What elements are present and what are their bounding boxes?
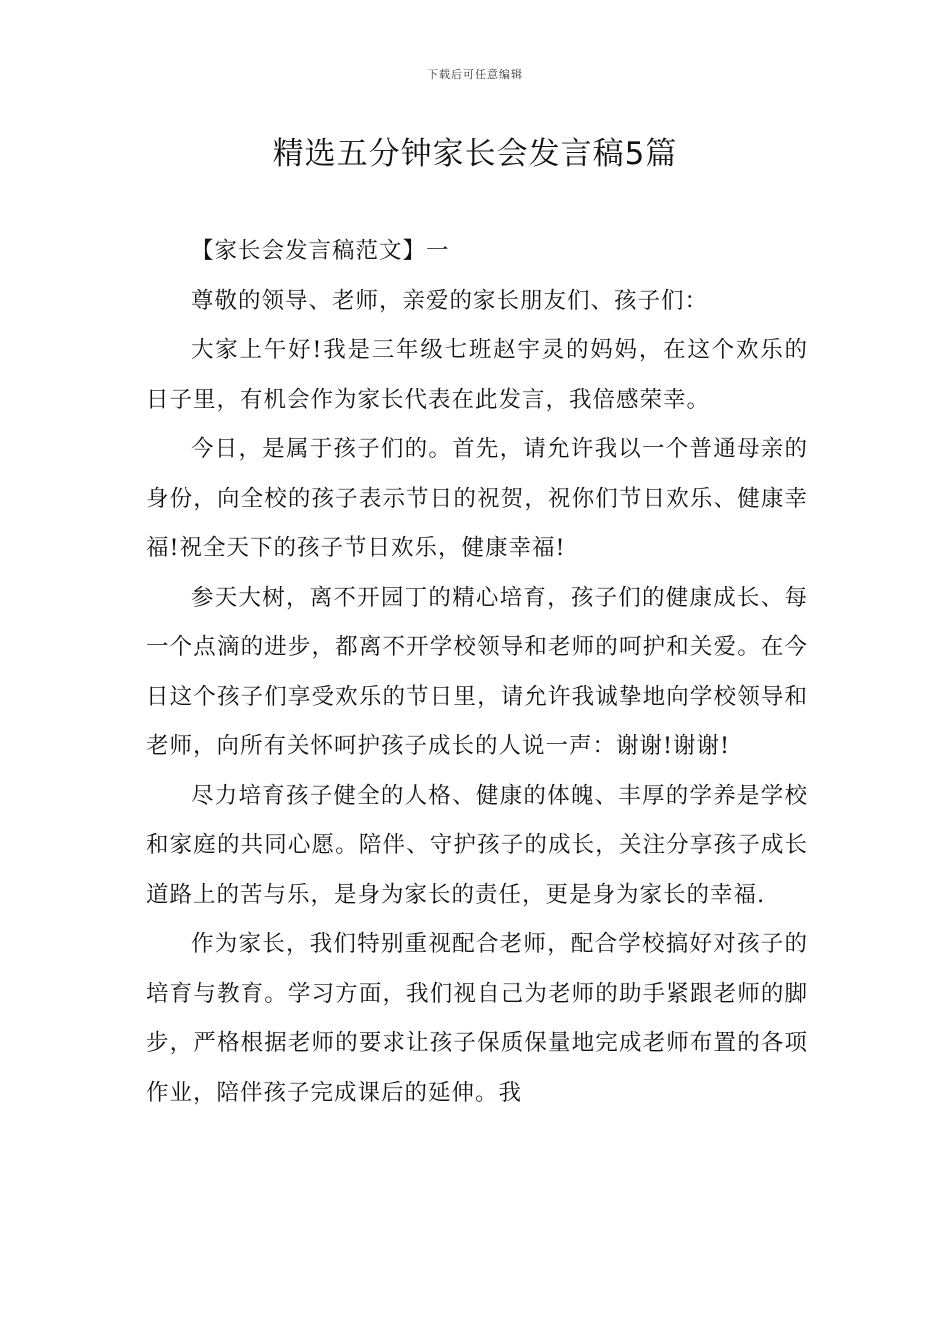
paragraph: 作为家长，我们特别重视配合老师，配合学校搞好对孩子的培育与教育。学习方面，我们视自己为老师的助手紧跟老师的脚步，严格根据老师的要求让孩子保质保量地完成老师布置的各项作业，陪伴孩子完成课后的延伸。我 [146, 931, 808, 1106]
paragraph-greeting: 尊敬的领导、老师，亲爱的家长朋友们、孩子们： [191, 287, 709, 314]
paragraph: 尽力培育孩子健全的人格、健康的体魄、丰厚的学养是学校和家庭的共同心愿。陪伴、守护孩子的成长，关注分享孩子成长道路上的苦与乐，是身为家长的责任，更是身为家长的幸福. [146, 782, 808, 908]
paragraph: 大家上午好!我是三年级七班赵宇灵的妈妈，在这个欢乐的日子里，有机会作为家长代表在此发言，我倍感荣幸。 [146, 337, 808, 413]
paragraph: 参天大树，离不开园丁的精心培育，孩子们的健康成长、每一个点滴的进步，都离不开学校领导和老师的呵护和关爱。在今日这个孩子们享受欢乐的节日里，请允许我诚挚地向学校领导和老师，向所有关怀呵护孩子成长的人说一声：谢谢!谢谢! [146, 584, 808, 759]
document-title: 精选五分钟家长会发言稿5篇 [272, 136, 678, 172]
document-body [146, 227, 808, 1118]
section-heading: 【家长会发言稿范文】一 [191, 238, 450, 264]
paragraph: 今日，是属于孩子们的。首先，请允许我以一个普通母亲的身份，向全校的孩子表示节日的祝贺，祝你们节日欢乐、健康幸福!祝全天下的孩子节日欢乐，健康幸福! [146, 436, 808, 561]
header-note: 下载后可任意编辑 [427, 68, 523, 81]
